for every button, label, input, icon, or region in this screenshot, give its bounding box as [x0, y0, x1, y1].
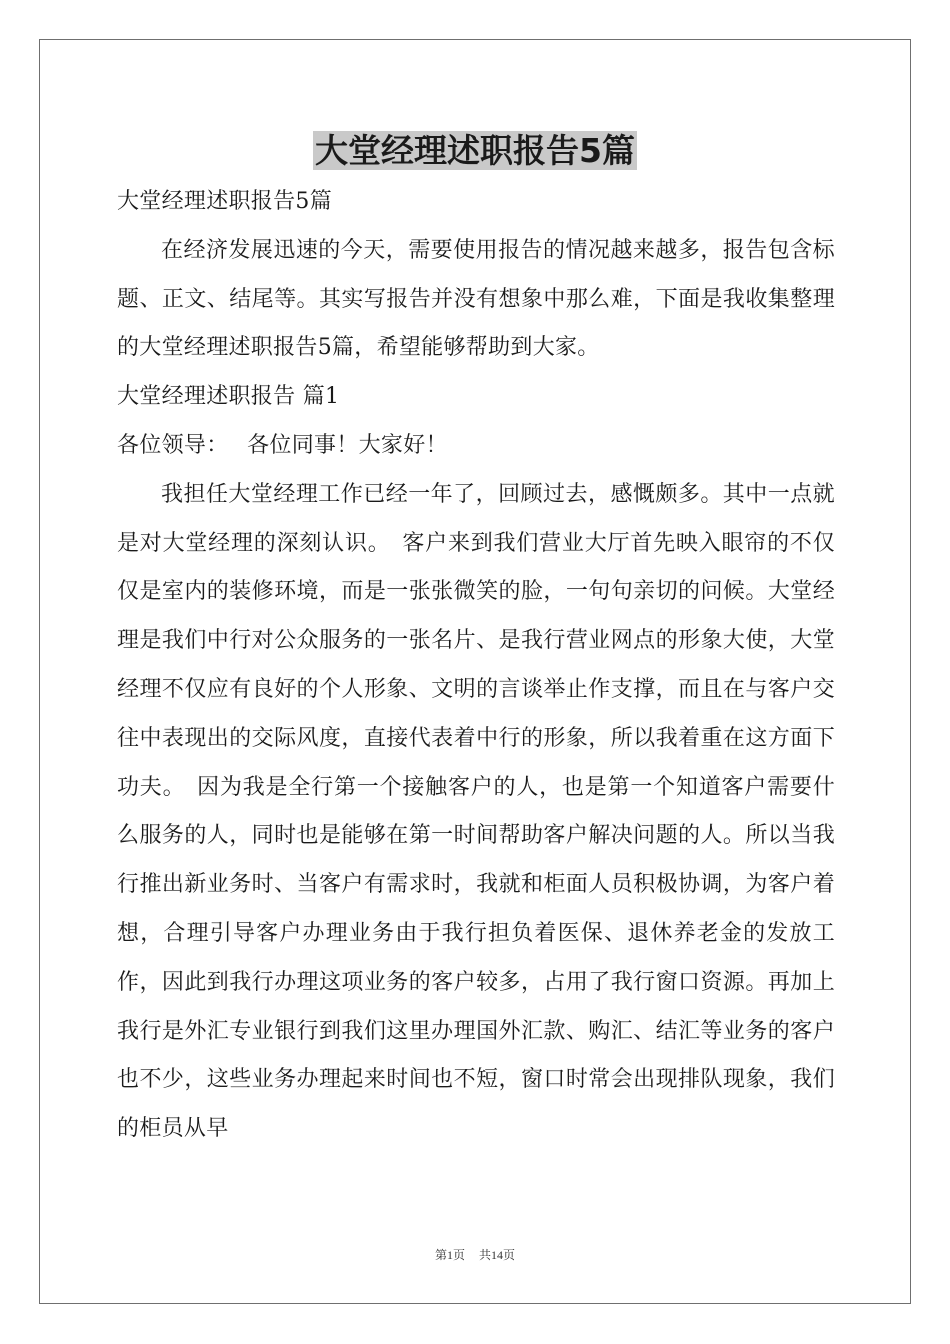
subtitle-line: 大堂经理述职报告5篇 — [117, 189, 332, 214]
page-total: 共14页 — [479, 1248, 516, 1262]
document-body — [117, 178, 835, 1154]
body-paragraph: 我担任大堂经理工作已经一年了，回顾过去，感慨颇多。其中一点就是对大堂经理的深刻认识。 客户来到我们营业大厅首先映入眼帘的不仅仅是室内的装修环境，而是一张张微笑的脸，一句句亲切的问候。大堂经理是我们中行对公众服务的一张名片、是我行营业网点的形象大使，大堂经理不仅应有良好的个人形象、文明的言谈举止作支撑，而且在与客户交往中表现出的交际风度，直接代表着中行的形象，所以我着重在这方面下功夫。 因为我是全行第一个接触客户的人，也是第一个知道客户需要什么服务的人，同时也是能够在第一时间帮助客户解决问题的人。所以当我行推出新业务时、当客户有需求时，我就和柜面人员积极协调，为客户着想，合理引导客户办理业务由于我行担负着医保、退休养老金的发放工作，因此到我行办理这项业务的客户较多，占用了我行窗口资源。再加上我行是外汇专业银行到我们这里办理国外汇款、购汇、结汇等业务的客户也不少，这些业务办理起来时间也不短，窗口时常会出现排队现象，我们的柜员从早 — [117, 481, 835, 1142]
document-title — [0, 128, 950, 174]
salutation: 各位领导： 各位同事！大家好！ — [117, 432, 448, 458]
intro-paragraph: 在经济发展迅速的今天，需要使用报告的情况越来越多，报告包含标题、正文、结尾等。其实写报告并没有想象中那么难，下面是我收集整理的大堂经理述职报告5篇，希望能够帮助到大家。 — [117, 237, 835, 361]
document-title-text: 大堂经理述职报告5篇 — [315, 131, 635, 170]
page-footer — [0, 1246, 950, 1263]
section-heading: 大堂经理述职报告 篇1 — [117, 384, 340, 410]
page-number: 第1页 — [434, 1248, 465, 1262]
